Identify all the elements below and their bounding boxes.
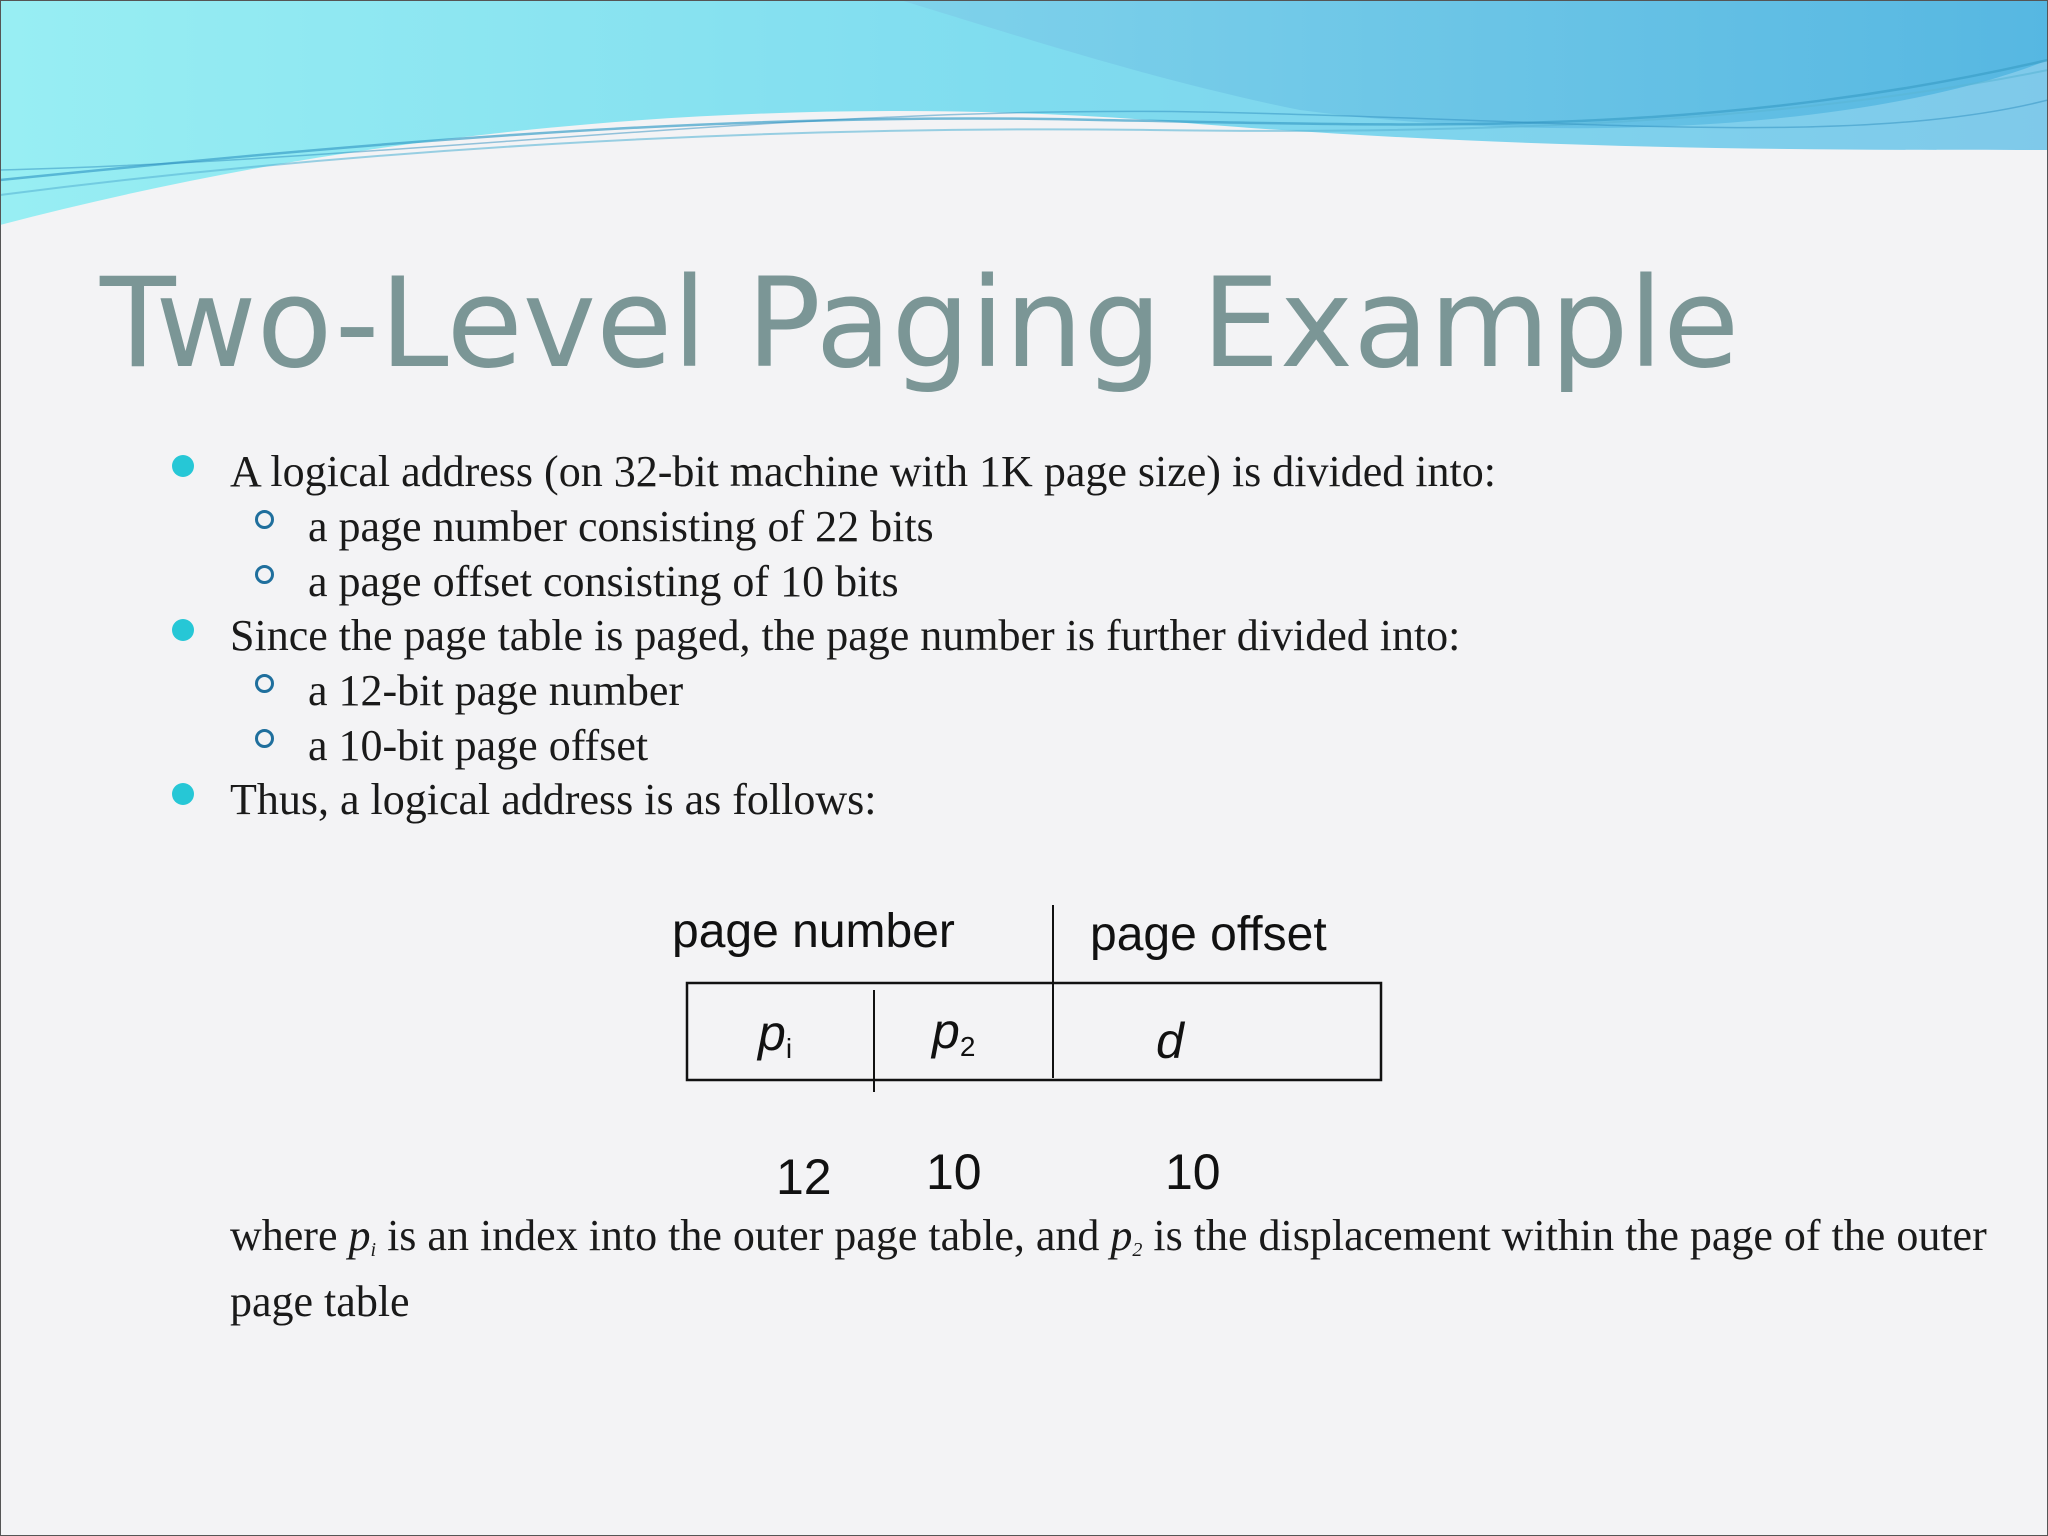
bits-p2: 10 xyxy=(926,1144,982,1200)
slide-title: Two-Level Paging Example xyxy=(100,252,1740,396)
field-d: d xyxy=(1156,1013,1184,1069)
sub-bullet-item: a 12-bit page number xyxy=(308,666,684,715)
bullet-item: Since the page table is paged, the page number is further divided into: xyxy=(230,611,1461,660)
sub-bullet-item: a 10-bit page offset xyxy=(308,721,649,770)
sub-bullet-item: a page number consisting of 22 bits xyxy=(308,502,934,551)
bullet-item: Thus, a logical address is as follows: xyxy=(230,775,877,824)
explanation-text: where $p_i$ is an index into the outer page table, and $p_2$ is the displacement within the page of the outer page table xyxy=(230,1211,1987,1326)
field-p1: $p_i$ xyxy=(758,1005,793,1064)
page-number-label: page number xyxy=(672,905,955,958)
bullet-item: A logical address (on 32-bit machine with 1K page size) is divided into: xyxy=(230,447,1496,496)
bits-d: 10 xyxy=(1165,1144,1221,1200)
page-offset-label: page offset xyxy=(1090,908,1327,961)
field-p2: $p_2$ xyxy=(932,1003,976,1062)
sub-bullet-item: a page offset consisting of 10 bits xyxy=(308,557,899,606)
bits-p1: 12 xyxy=(776,1149,832,1205)
